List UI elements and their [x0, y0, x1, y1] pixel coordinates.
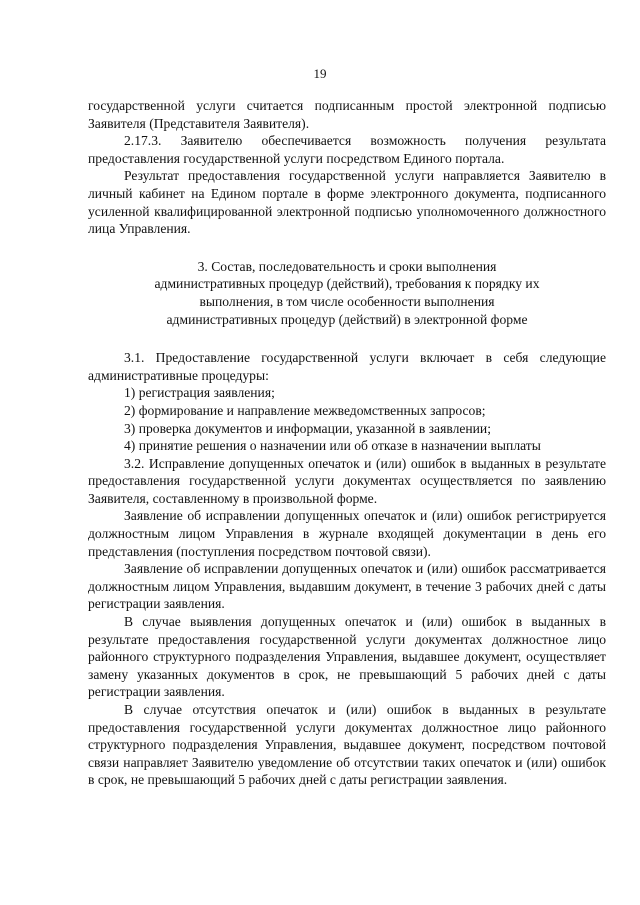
- procedure-list-item: 3) проверка документов и информации, указанной в заявлении;: [124, 420, 491, 436]
- paragraph-3-2: 3.2. Исправление допущенных опечаток и (или) ошибок в выданных в результате предоставления государственной услуги документах осуществляется по заявлению Заявителя, составленному в произвольной форме.: [88, 455, 606, 506]
- page-number: 19: [313, 66, 327, 81]
- section-3-heading: [88, 258, 606, 328]
- paragraph-errors-found: В случае выявления допущенных опечаток и (или) ошибок в выданных в результате предоставления государственной услуги документах должностное лицо районного структурного подразделения Управления, выдавшее документ, осуществляет замену указанных документов в срок, не превышающий 5 рабочих дней с даты регистрации заявления.: [88, 614, 606, 700]
- paragraph-no-errors: В случае отсутствия опечаток и (или) ошибок в выданных в результате предоставления государственной услуги документах должностное лицо районного структурного подразделения Управления, выдавшее документ, посредством почтовой связи направляет Заявителю уведомление об отсутствии таких опечаток и (или) ошибок в срок, не превышающий 5 рабочих дней с даты регистрации заявления.: [88, 702, 606, 788]
- paragraph-correction-registration: Заявление об исправлении допущенных опечаток и (или) ошибок регистрируется должностным лицом Управления в журнале входящей документации в день его представления (поступления посредством почтовой связи).: [88, 508, 606, 559]
- procedure-list-item: 1) регистрация заявления;: [124, 385, 275, 401]
- document-body: [88, 97, 606, 789]
- paragraph-correction-review: Заявление об исправлении допущенных опечаток и (или) ошибок рассматривается должностным лицом Управления, выдавшим документ, в течение 3 рабочих дней с даты регистрации заявления.: [88, 561, 606, 612]
- section-heading-line: выполнения, в том числе особенности выполнения: [199, 293, 495, 309]
- procedure-list-item: 4) принятие решения о назначении или об отказе в назначении выплаты: [124, 438, 541, 454]
- paragraph-result-delivery: Результат предоставления государственной услуги направляется Заявителю в личный кабинет на Едином портале в форме электронного документа, подписанного усиленной квалифицированной электронной подписью уполномоченного должностного лица Управления.: [88, 168, 606, 237]
- paragraph-3-1: 3.1. Предоставление государственной услуги включает в себя следующие административные процедуры:: [88, 350, 606, 383]
- paragraph-signature-continuation: государственной услуги считается подписанным простой электронной подписью Заявителя (Представителя Заявителя).: [88, 98, 606, 131]
- section-heading-line: административных процедур (действий) в электронной форме: [166, 311, 528, 327]
- paragraph-2-17-3: 2.17.3. Заявителю обеспечивается возможность получения результата предоставления государственной услуги посредством Единого портала.: [88, 133, 606, 166]
- procedure-list-item: 2) формирование и направление межведомственных запросов;: [124, 402, 486, 418]
- section-heading-line: 3. Состав, последовательность и сроки выполнения: [197, 258, 497, 274]
- section-heading-line: административных процедур (действий), требования к порядку их: [154, 276, 540, 292]
